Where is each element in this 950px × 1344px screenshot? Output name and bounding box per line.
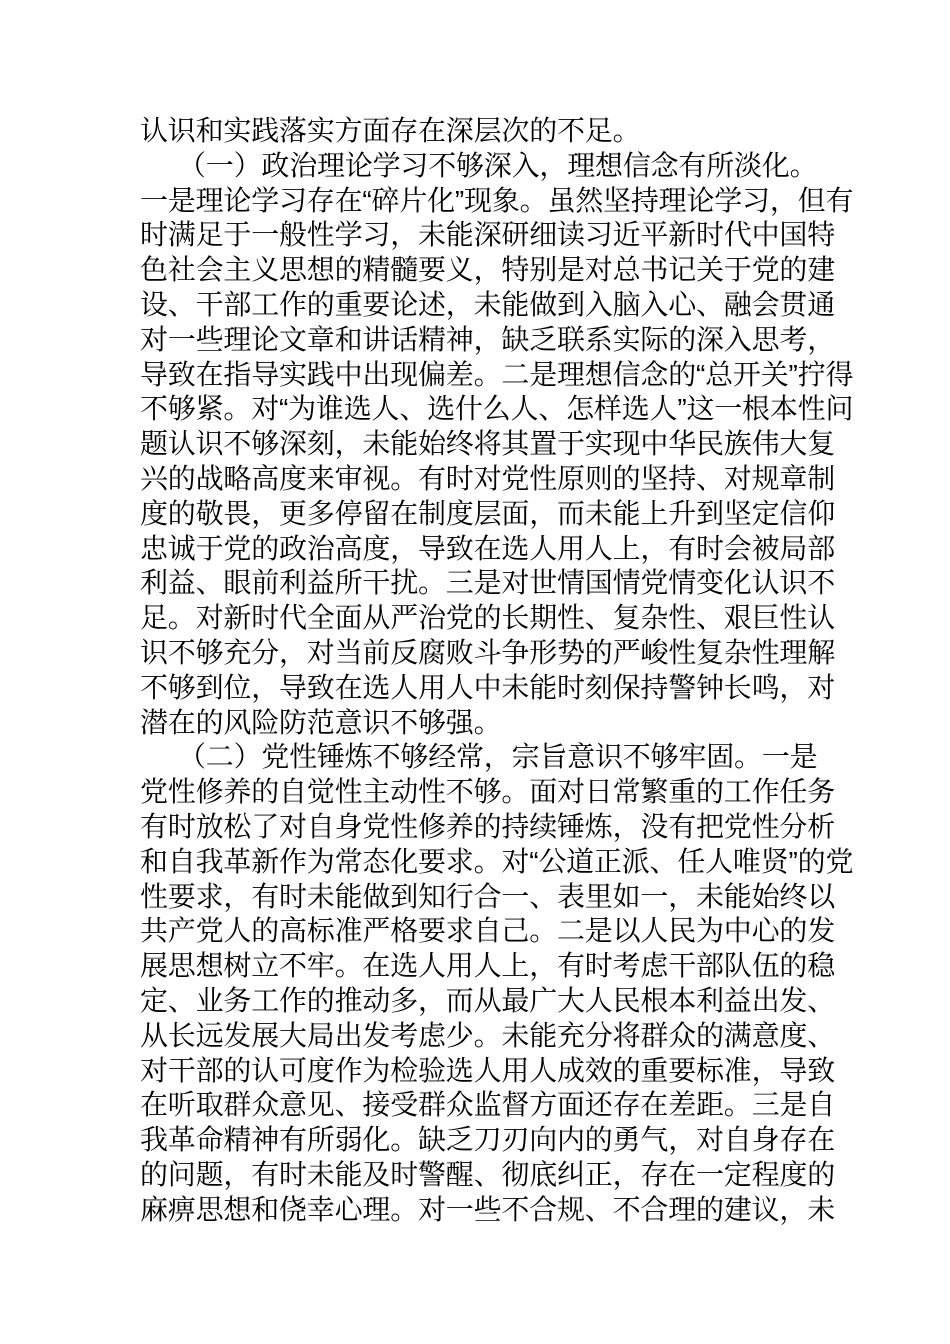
text-line: 对一些理论文章和讲话精神，缺乏联系实际的深入思考， (140, 323, 836, 355)
text-line: 和自我革新作为常态化要求。对“公道正派、任人唯贤”的党 (140, 845, 854, 877)
text-line: 的问题，有时未能及时警醒、彻底纠正，存在一定程度的 (140, 1158, 836, 1190)
text-line: 色社会主义思想的精髓要义，特别是对总书记关于党的建 (140, 254, 836, 286)
text-line: 麻痹思想和侥幸心理。对一些不合规、不合理的建议，未 (140, 1193, 836, 1225)
text-line: 共产党人的高标准严格要求自己。二是以人民为中心的发 (140, 915, 836, 947)
text-line: 忠诚于党的政治高度，导致在选人用人上，有时会被局部 (140, 532, 836, 564)
text-line: 识不够充分，对当前反腐败斗争形势的严峻性复杂性理解 (140, 636, 836, 668)
paragraph (140, 114, 810, 149)
text-line: 度的敬畏，更多停留在制度层面，而未能上升到坚定信仰 (140, 497, 836, 529)
text-line: 性要求，有时未能做到知行合一、表里如一，未能始终以 (140, 880, 836, 912)
text-line: 足。对新时代全面从严治党的长期性、复杂性、艰巨性认 (140, 602, 836, 634)
text-line: 对干部的认可度作为检验选人用人成效的重要标准，导致 (140, 1054, 836, 1086)
text-line: 不够到位，导致在选人用人中未能时刻保持警钟长鸣，对 (140, 671, 836, 703)
text-line: 展思想树立不牢。在选人用人上，有时考虑干部队伍的稳 (140, 950, 836, 982)
text-line: 定、业务工作的推动多，而从最广大人民根本利益出发、 (140, 984, 836, 1016)
text-line: 我革命精神有所弱化。缺乏刀刃向内的勇气，对自身存在 (140, 1124, 836, 1156)
text-line: 题认识不够深刻，未能始终将其置于实现中华民族伟大复 (140, 428, 836, 460)
text-line: 党性修养的自觉性主动性不够。面对日常繁重的工作任务 (140, 776, 836, 808)
text-line: 潜在的风险防范意识不够强。 (140, 706, 502, 738)
text-line: 导致在指导实践中出现偏差。二是理想信念的“总开关”拧得 (140, 358, 854, 390)
text-line: 认识和实践落实方面存在深层次的不足。 (140, 115, 641, 146)
text-line: （一）政治理论学习不够深入，理想信念有所淡化。 (178, 149, 818, 181)
text-line: （二）党性锤炼不够经常，宗旨意识不够牢固。一是 (178, 741, 818, 773)
document-body (140, 114, 854, 1228)
paragraph (140, 740, 854, 1227)
text-line: 一是理论学习存在“碎片化”现象。虽然坚持理论学习，但有 (140, 184, 854, 216)
text-line: 兴的战略高度来审视。有时对党性原则的坚持、对规章制 (140, 462, 836, 494)
text-line: 在听取群众意见、接受群众监督方面还存在差距。三是自 (140, 1089, 836, 1121)
text-line: 从长远发展大局出发考虑少。未能充分将群众的满意度、 (140, 1019, 836, 1051)
text-line: 利益、眼前利益所干扰。三是对世情国情党情变化认识不 (140, 567, 836, 599)
text-line: 有时放松了对自身党性修养的持续锤炼，没有把党性分析 (140, 810, 836, 842)
text-line: 不够紧。对“为谁选人、选什么人、怎样选人”这一根本性问 (140, 393, 854, 425)
text-line: 时满足于一般性学习，未能深研细读习近平新时代中国特 (140, 219, 836, 251)
paragraph (140, 149, 854, 741)
text-line: 设、干部工作的重要论述，未能做到入脑入心、融会贯通 (140, 288, 836, 320)
